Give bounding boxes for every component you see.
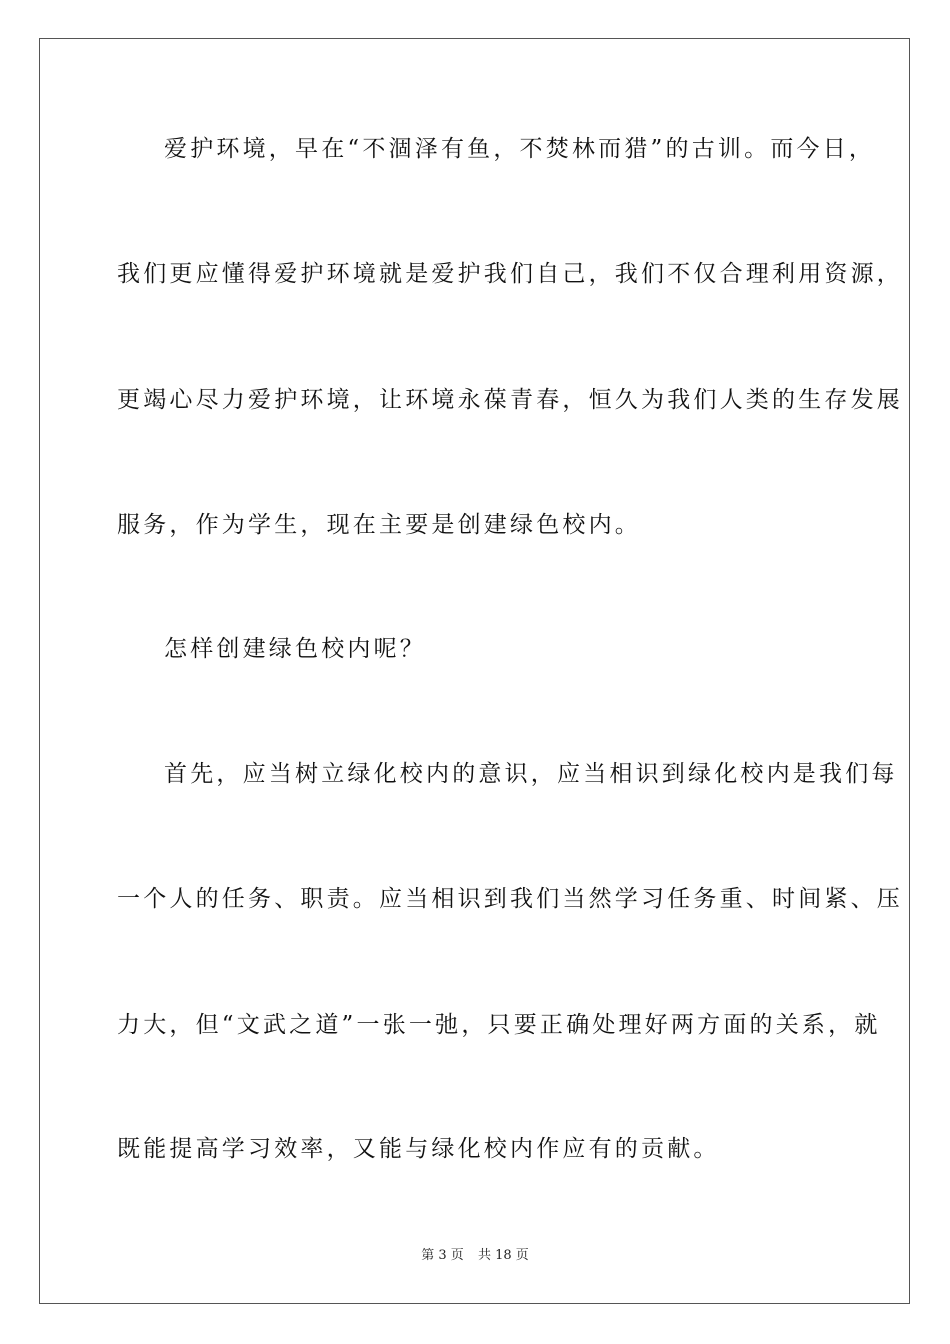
paragraph-1-line-1: 爱护环境，早在“不涸泽有鱼，不焚林而猎”的古训。而今日， (164, 136, 876, 162)
paragraph-1-line-2: 我们更应懂得爱护环境就是爱护我们自己，我们不仅合理利用资源， (117, 261, 903, 287)
paragraph-3-line-1: 首先，应当树立绿化校内的意识，应当相识到绿化校内是我们每 (164, 761, 898, 787)
total-pages: 共 18 页 (477, 1248, 529, 1263)
paragraph-1-line-4: 服务，作为学生，现在主要是创建绿色校内。 (117, 512, 641, 538)
paragraph-3-line-4: 既能提高学习效率，又能与绿化校内作应有的贡献。 (117, 1136, 720, 1162)
paragraph-1-line-3: 更竭心尽力爱护环境，让环境永葆青春，恒久为我们人类的生存发展 (117, 387, 903, 413)
page-border (39, 38, 910, 1304)
page-number: 第 3 页 (421, 1248, 464, 1263)
paragraph-3-line-2: 一个人的任务、职责。应当相识到我们当然学习任务重、时间紧、压 (117, 886, 903, 912)
paragraph-3-line-3: 力大，但“文武之道”一张一弛，只要正确处理好两方面的关系，就 (117, 1012, 881, 1038)
page-footer (0, 1247, 950, 1265)
paragraph-2-line-1: 怎样创建绿色校内呢？ (164, 636, 426, 662)
